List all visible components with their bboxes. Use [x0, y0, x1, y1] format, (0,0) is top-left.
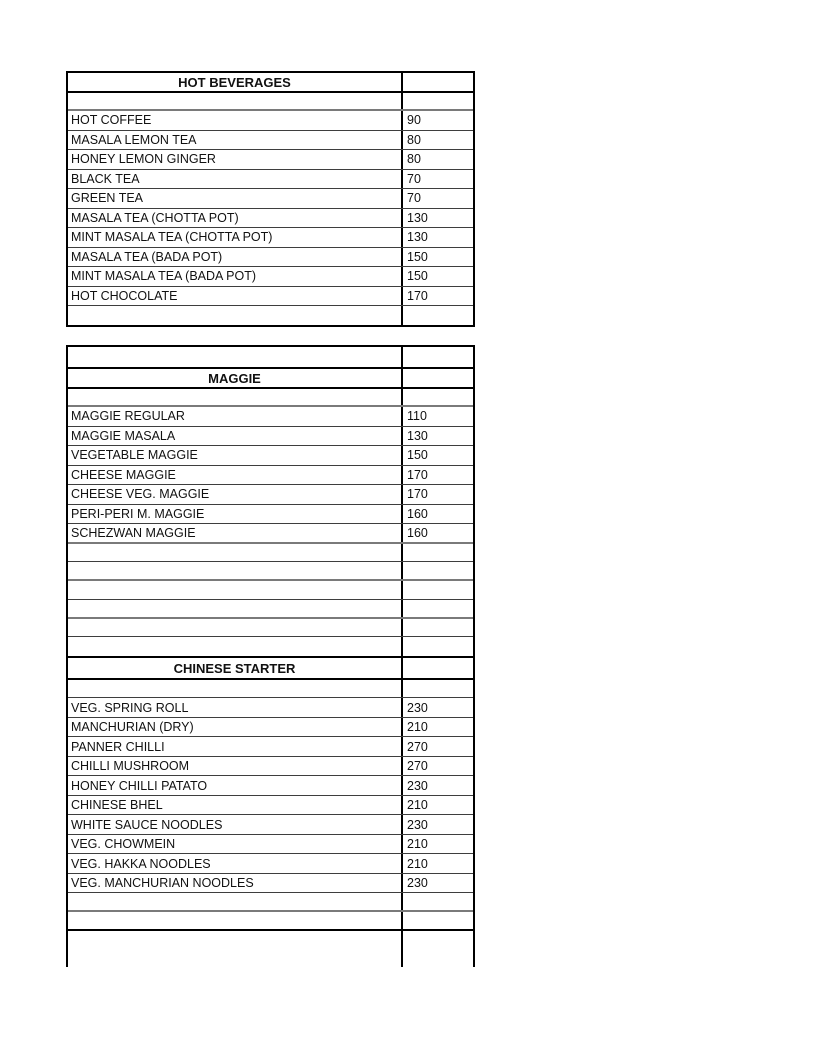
empty-name-cell [68, 544, 403, 562]
item-price: 150 [407, 269, 428, 284]
menu-item-row [68, 835, 473, 855]
menu-item-row [68, 209, 473, 229]
empty-price-cell [403, 389, 473, 405]
item-name: MASALA TEA (BADA POT) [68, 248, 403, 267]
empty-name-cell [68, 600, 403, 617]
menu-item-row [68, 228, 473, 248]
item-price: 80 [407, 132, 421, 147]
menu-item-row [68, 267, 473, 287]
menu-item-row [68, 737, 473, 757]
section-title-hot-beverages: HOT BEVERAGES [68, 73, 403, 91]
empty-name-cell [68, 389, 403, 405]
maggie-chinese-table [66, 345, 475, 967]
item-name: CHILLI MUSHROOM [68, 757, 403, 776]
empty-name-cell [68, 306, 403, 325]
item-price: 70 [407, 171, 421, 186]
menu-item-row [68, 131, 473, 151]
spacer-row [68, 93, 473, 111]
item-name: MAGGIE REGULAR [68, 407, 403, 426]
empty-price-cell [403, 581, 473, 599]
empty-price-cell [403, 680, 473, 697]
item-price: 270 [407, 759, 428, 774]
menu-item-row [68, 170, 473, 190]
item-price: 70 [407, 191, 421, 206]
spacer-row [68, 562, 473, 581]
item-price: 210 [407, 720, 428, 735]
item-price: 160 [407, 506, 428, 521]
menu-item-row [68, 776, 473, 796]
spacer-row [68, 306, 473, 325]
item-price: 90 [407, 113, 421, 128]
item-price: 130 [407, 210, 428, 225]
spacer-row [68, 619, 473, 638]
empty-price-cell [403, 931, 473, 967]
item-name: MASALA TEA (CHOTTA POT) [68, 209, 403, 228]
item-name: HOT COFFEE [68, 111, 403, 130]
item-price: 80 [407, 152, 421, 167]
item-name: MINT MASALA TEA (BADA POT) [68, 267, 403, 286]
item-name: HOT CHOCOLATE [68, 287, 403, 306]
item-price: 160 [407, 525, 428, 540]
menu-item-row [68, 524, 473, 544]
menu-item-row [68, 248, 473, 268]
menu-item-row [68, 757, 473, 777]
empty-name-cell [68, 347, 403, 367]
chinese-starter-header-row [68, 656, 473, 680]
empty-price-cell [403, 619, 473, 637]
menu-item-row [68, 287, 473, 307]
item-price: 230 [407, 700, 428, 715]
item-name: CHEESE MAGGIE [68, 466, 403, 485]
item-price: 150 [407, 448, 428, 463]
item-price: 230 [407, 876, 428, 891]
item-name: VEG. SPRING ROLL [68, 698, 403, 717]
item-name: BLACK TEA [68, 170, 403, 189]
menu-item-row [68, 446, 473, 466]
menu-item-row [68, 854, 473, 874]
item-price: 130 [407, 428, 428, 443]
empty-name-cell [68, 637, 403, 656]
item-price: 230 [407, 817, 428, 832]
item-price: 170 [407, 467, 428, 482]
section-title-chinese-starter: CHINESE STARTER [68, 658, 403, 678]
item-name: CHINESE BHEL [68, 796, 403, 815]
empty-price-cell [403, 637, 473, 656]
item-name: MAGGIE MASALA [68, 427, 403, 446]
item-name: SCHEZWAN MAGGIE [68, 524, 403, 542]
item-name: HONEY CHILLI PATATO [68, 776, 403, 795]
item-price: 150 [407, 249, 428, 264]
spacer-row [68, 389, 473, 407]
empty-name-cell [68, 680, 403, 697]
item-name: MASALA LEMON TEA [68, 131, 403, 150]
item-name: VEG. MANCHURIAN NOODLES [68, 874, 403, 893]
item-name: PERI-PERI M. MAGGIE [68, 505, 403, 524]
item-name: VEGETABLE MAGGIE [68, 446, 403, 465]
header-price-cell [403, 369, 473, 387]
menu-item-row [68, 111, 473, 131]
item-name: VEG. HAKKA NOODLES [68, 854, 403, 873]
item-name: MANCHURIAN (DRY) [68, 718, 403, 737]
spacer-row [68, 600, 473, 619]
menu-item-row [68, 485, 473, 505]
section-title-maggie: MAGGIE [68, 369, 403, 387]
item-price: 230 [407, 778, 428, 793]
empty-name-cell [68, 562, 403, 579]
empty-name-cell [68, 912, 403, 929]
menu-item-row [68, 718, 473, 738]
chinese-starter-item-rows [68, 698, 473, 893]
menu-item-row [68, 815, 473, 835]
header-price-cell [403, 658, 473, 678]
item-name: CHEESE VEG. MAGGIE [68, 485, 403, 504]
item-name: WHITE SAUCE NOODLES [68, 815, 403, 834]
menu-item-row [68, 874, 473, 894]
spacer-row [68, 680, 473, 698]
item-price: 170 [407, 487, 428, 502]
item-price: 170 [407, 288, 428, 303]
maggie-header-row [68, 367, 473, 389]
item-price: 110 [407, 409, 427, 424]
menu-item-row [68, 505, 473, 525]
hot-beverages-header-row [68, 73, 473, 93]
menu-item-row [68, 427, 473, 447]
empty-price-cell [403, 912, 473, 929]
menu-item-row [68, 407, 473, 427]
spacer-row [68, 912, 473, 931]
hot-beverages-table [66, 71, 475, 327]
menu-item-row [68, 150, 473, 170]
item-name: MINT MASALA TEA (CHOTTA POT) [68, 228, 403, 247]
empty-price-cell [403, 600, 473, 617]
item-price: 270 [407, 739, 428, 754]
empty-name-cell [68, 893, 403, 910]
spacer-row [68, 637, 473, 656]
header-price-cell [403, 73, 473, 91]
item-price: 210 [407, 837, 428, 852]
item-price: 130 [407, 230, 428, 245]
item-price: 210 [407, 798, 428, 813]
menu-item-row [68, 698, 473, 718]
menu-item-row [68, 796, 473, 816]
empty-price-cell [403, 347, 473, 367]
spacer-row [68, 893, 473, 912]
menu-item-row [68, 189, 473, 209]
empty-name-cell [68, 619, 403, 637]
item-price: 210 [407, 856, 428, 871]
empty-name-cell [68, 581, 403, 599]
maggie-item-rows [68, 407, 473, 544]
empty-price-cell [403, 562, 473, 579]
item-name: PANNER CHILLI [68, 737, 403, 756]
spacer-row [68, 347, 473, 367]
empty-price-cell [403, 306, 473, 325]
spacer-row [68, 581, 473, 600]
item-name: GREEN TEA [68, 189, 403, 208]
cut-off-bottom-row [68, 931, 473, 967]
spacer-row [68, 544, 473, 563]
empty-price-cell [403, 544, 473, 562]
empty-name-cell [68, 93, 403, 109]
empty-name-cell [68, 931, 403, 967]
hot-beverages-item-rows [68, 111, 473, 306]
item-name: VEG. CHOWMEIN [68, 835, 403, 854]
item-name: HONEY LEMON GINGER [68, 150, 403, 169]
empty-price-cell [403, 893, 473, 910]
empty-price-cell [403, 93, 473, 109]
menu-item-row [68, 466, 473, 486]
